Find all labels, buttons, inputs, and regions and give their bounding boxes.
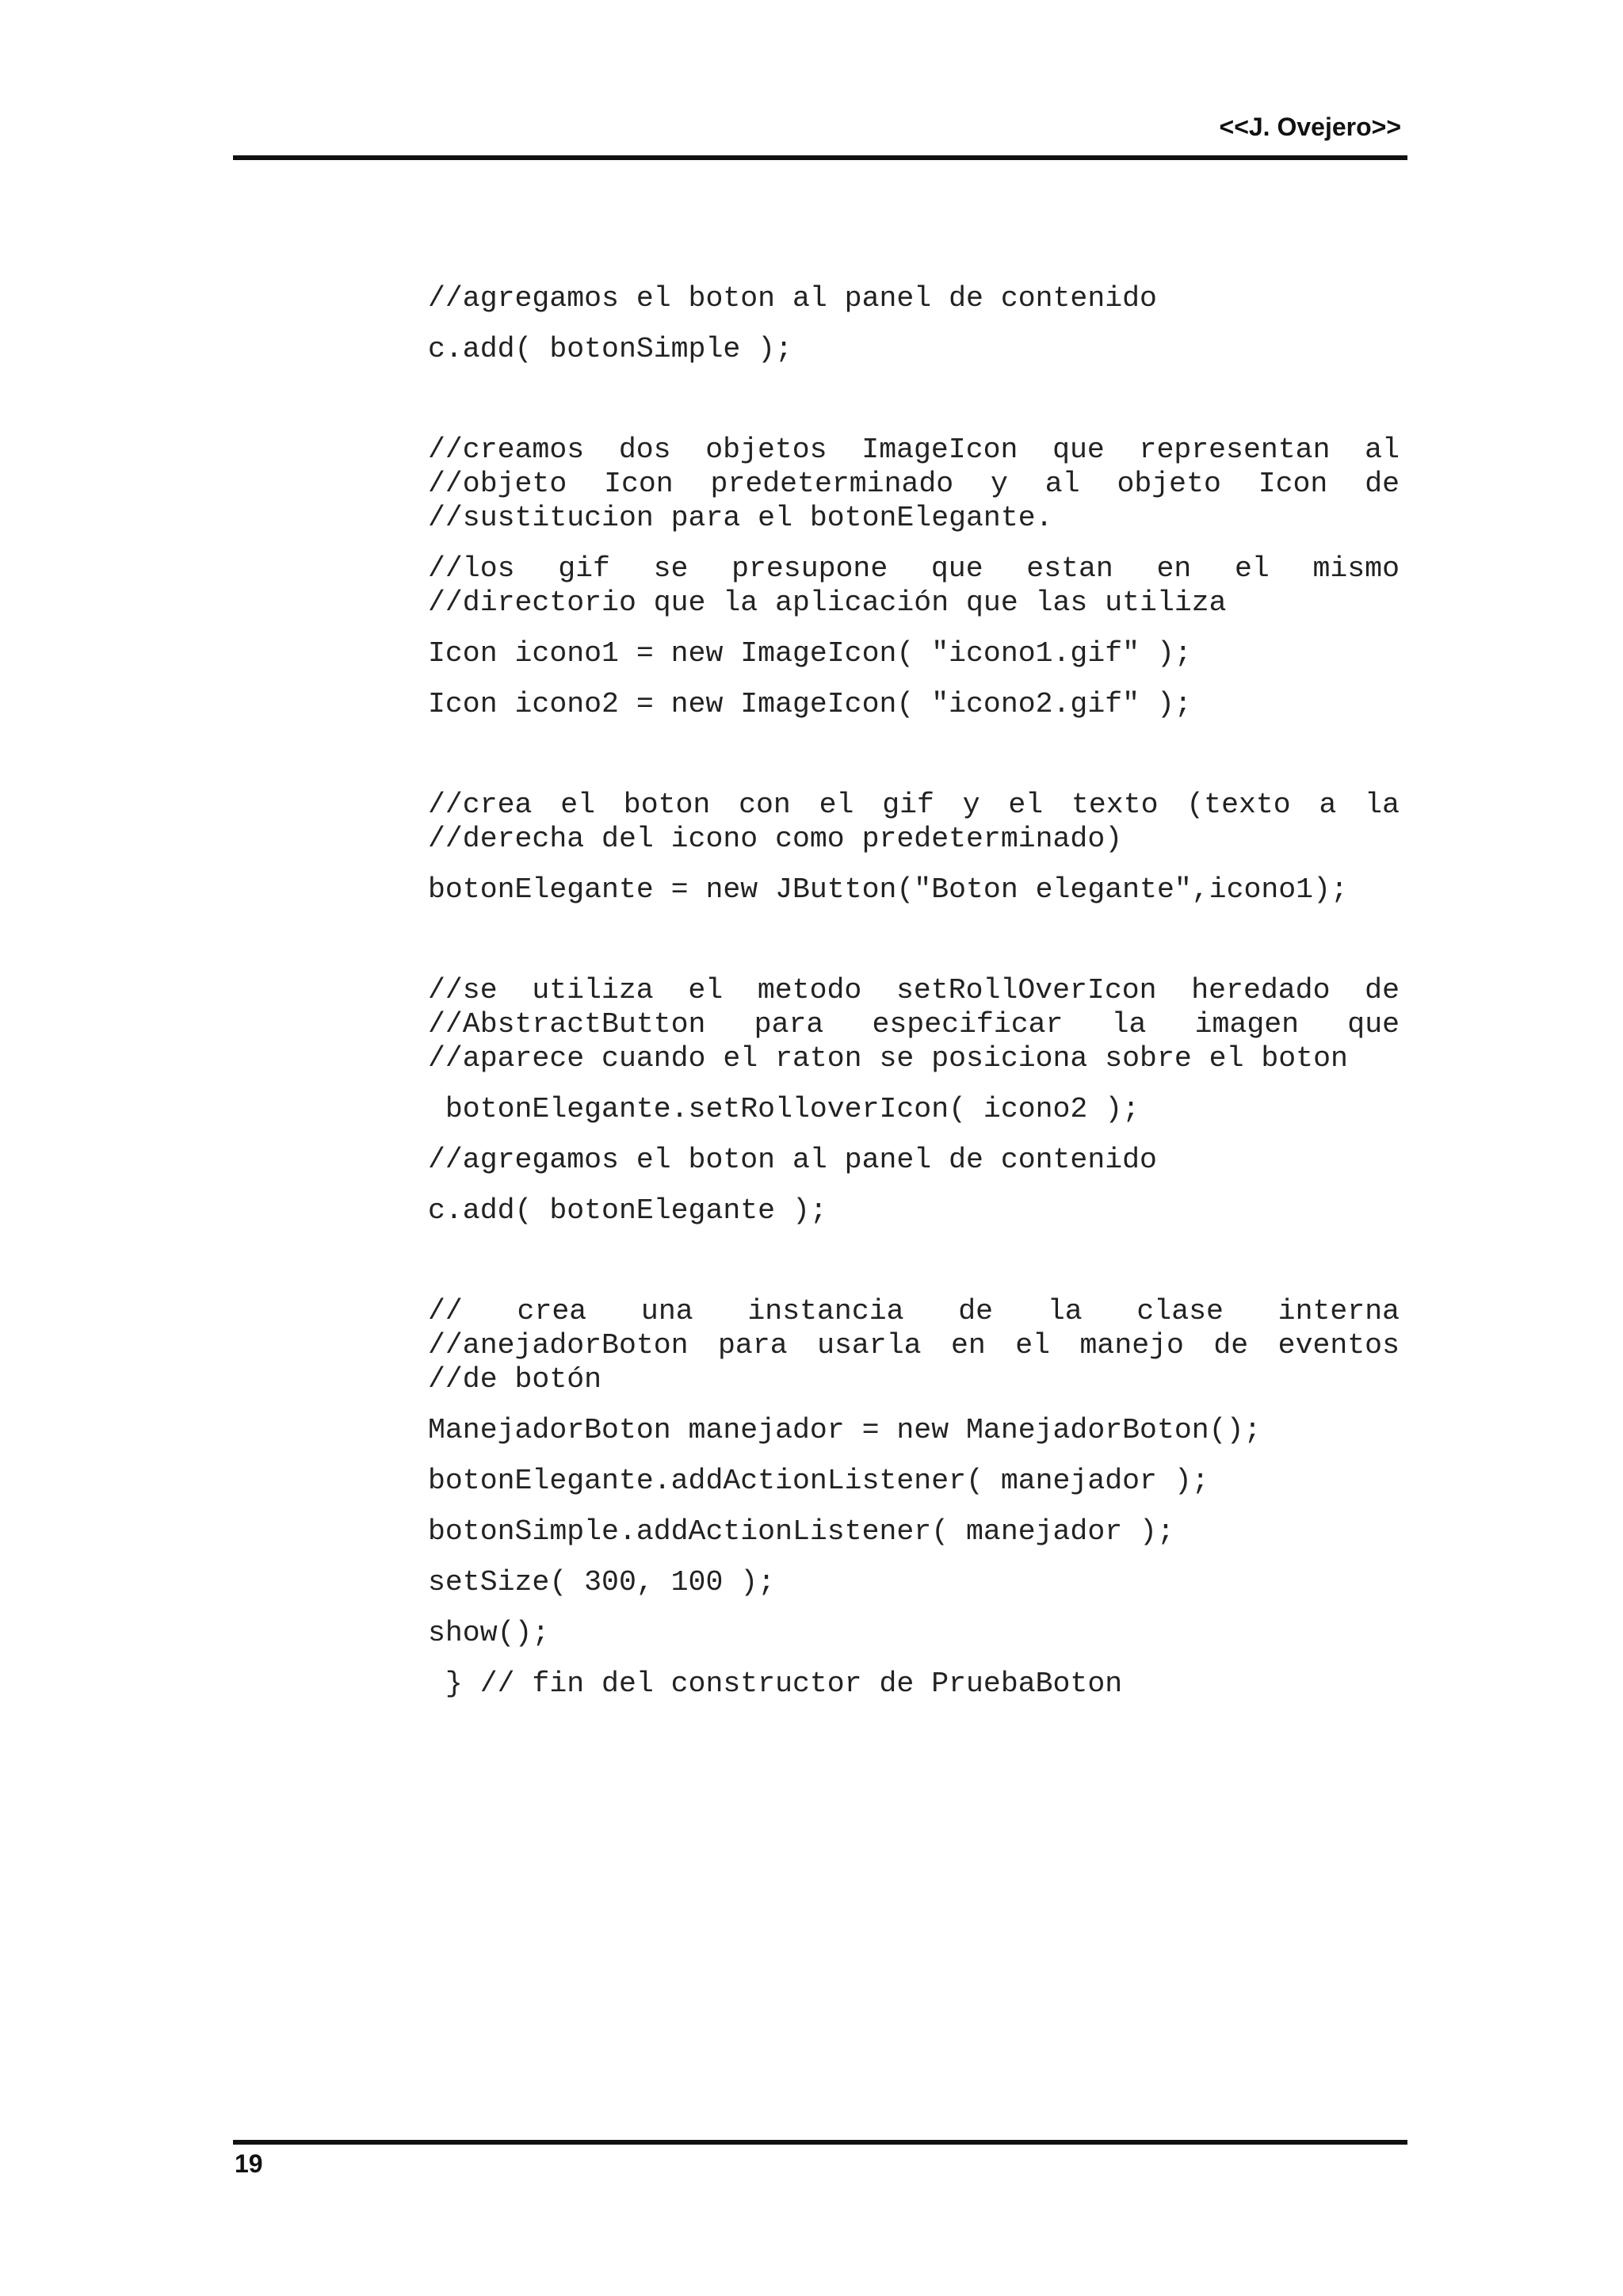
code-comment: //crea el boton con el gif y el texto (texto a la (428, 789, 1400, 821)
code-statement: } // fin del constructor de PruebaBoton (428, 1668, 1123, 1700)
code-comment: //aparece cuando el raton se posiciona sobre el boton (428, 1042, 1348, 1075)
header-author: <<J. Ovejero>> (1219, 113, 1401, 141)
code-comment: //los gif se presupone que estan en el mismo (428, 552, 1400, 585)
code-statement: botonElegante = new JButton("Boton elegante",icono1); (428, 873, 1348, 906)
footer-rule (233, 2140, 1407, 2145)
code-statement: botonSimple.addActionListener( manejador ); (428, 1515, 1174, 1548)
code-comment: //se utiliza el metodo setRollOverIcon heredado de (428, 974, 1400, 1007)
code-statement: Icon icono2 = new ImageIcon( "icono2.gif" ); (428, 688, 1192, 720)
code-statement: setSize( 300, 100 ); (428, 1566, 776, 1599)
code-statement: ManejadorBoton manejador = new ManejadorBoton(); (428, 1414, 1262, 1446)
code-comment: // crea una instancia de la clase interna (428, 1295, 1400, 1328)
code-statement: c.add( botonSimple ); (428, 333, 792, 365)
code-comment: //creamos dos objetos ImageIcon que representan al (428, 434, 1400, 466)
code-listing (428, 281, 1400, 1701)
code-comment: //objeto Icon predeterminado y al objeto Icon de (428, 468, 1400, 500)
code-comment: //anejadorBoton para usarla en el manejo de eventos (428, 1329, 1400, 1362)
code-comment: //sustitucion para el botonElegante. (428, 502, 1053, 534)
code-statement: Icon icono1 = new ImageIcon( "icono1.gif" ); (428, 637, 1192, 670)
code-comment: //AbstractButton para especificar la imagen que (428, 1008, 1400, 1041)
code-comment: //agregamos el boton al panel de contenido (428, 1144, 1157, 1176)
code-statement: c.add( botonElegante ); (428, 1194, 827, 1227)
code-comment: //de botón (428, 1363, 602, 1396)
code-statement: show(); (428, 1617, 550, 1649)
code-statement: botonElegante.setRolloverIcon( icono2 ); (428, 1093, 1140, 1125)
page-number: 19 (235, 2149, 263, 2178)
header-rule (233, 155, 1407, 160)
code-comment: //derecha del icono como predeterminado) (428, 823, 1123, 855)
code-comment: //directorio que la aplicación que las utiliza (428, 586, 1227, 619)
code-comment: //agregamos el boton al panel de contenido (428, 282, 1157, 315)
code-statement: botonElegante.addActionListener( manejador ); (428, 1465, 1209, 1497)
